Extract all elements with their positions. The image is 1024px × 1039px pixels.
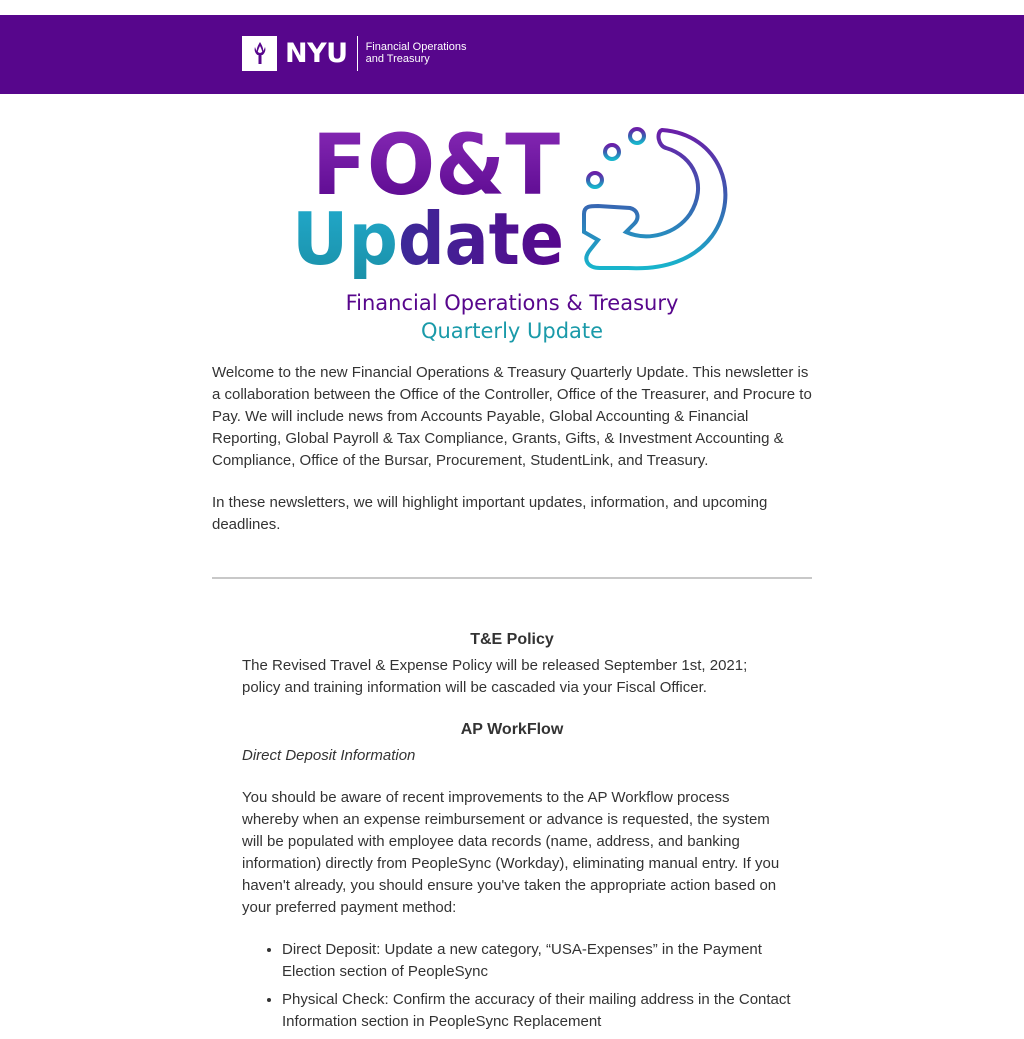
payment-method-list xyxy=(242,939,802,1039)
department-line-2: and Treasury xyxy=(365,53,430,65)
list-item: • Direct Deposit: Update a new category, “USA-Expenses” in the Payment Election section of PeopleSync xyxy=(282,939,802,983)
hero-title-foat: FO&T xyxy=(312,118,560,214)
ap-workflow-title: AP WorkFlow xyxy=(460,721,564,738)
list-item: • Physical Check: Confirm the accuracy of their mailing address in the Contact Information section in PeopleSync Replacement xyxy=(282,989,802,1033)
hero-title-date: date xyxy=(398,197,564,281)
hero-subtitle-line-1: Financial Operations & Treasury xyxy=(345,291,679,315)
te-policy-title: T&E Policy xyxy=(470,631,554,648)
intro-paragraph-1: Welcome to the new Financial Operations & Treasury Quarterly Update. This newsletter is a collaboration between the Office of the Controller, Office of the Treasurer, and Procure to Pay. We will include news from Accounts Payable, Global Accounting & Financial Reporting, Global Payroll & Tax Compliance, Grants, Gifts, & Investment Accounting & Compliance, Office of the Bursar, Procurement, StudentLink, and Treasury. xyxy=(212,364,812,469)
department-line-1: Financial Operations xyxy=(365,41,467,53)
ap-workflow-body: You should be aware of recent improvements to the AP Workflow process whereby when an expense reimbursement or advance is requested, the system will be populated with employee data records (name, address, and banking information) directly from PeopleSync (Workday), eliminating manual entry. If you haven't already, you should ensure you've taken the appropriate action based on your preferred payment method: xyxy=(242,789,780,916)
hero-title-up: Up xyxy=(292,197,398,281)
intro-paragraph-2: In these newsletters, we will highlight important updates, information, and upcoming deadlines. xyxy=(212,494,768,533)
nyu-wordmark: NYU xyxy=(285,37,348,69)
ap-workflow-subtitle: Direct Deposit Information xyxy=(242,747,416,764)
refresh-arrow-icon xyxy=(584,129,725,268)
logo-divider xyxy=(357,36,358,71)
department-name xyxy=(366,41,467,65)
torch-icon xyxy=(242,36,277,71)
header-bar xyxy=(0,15,1024,94)
nyu-logo[interactable] xyxy=(242,35,466,71)
section-divider xyxy=(212,577,812,579)
hero-subtitle-line-2: Quarterly Update xyxy=(420,319,604,343)
te-policy-body: The Revised Travel & Expense Policy will be released September 1st, 2021; policy and training information will be cascaded via your Fiscal Officer. xyxy=(242,657,748,696)
hero-logo xyxy=(280,118,740,288)
